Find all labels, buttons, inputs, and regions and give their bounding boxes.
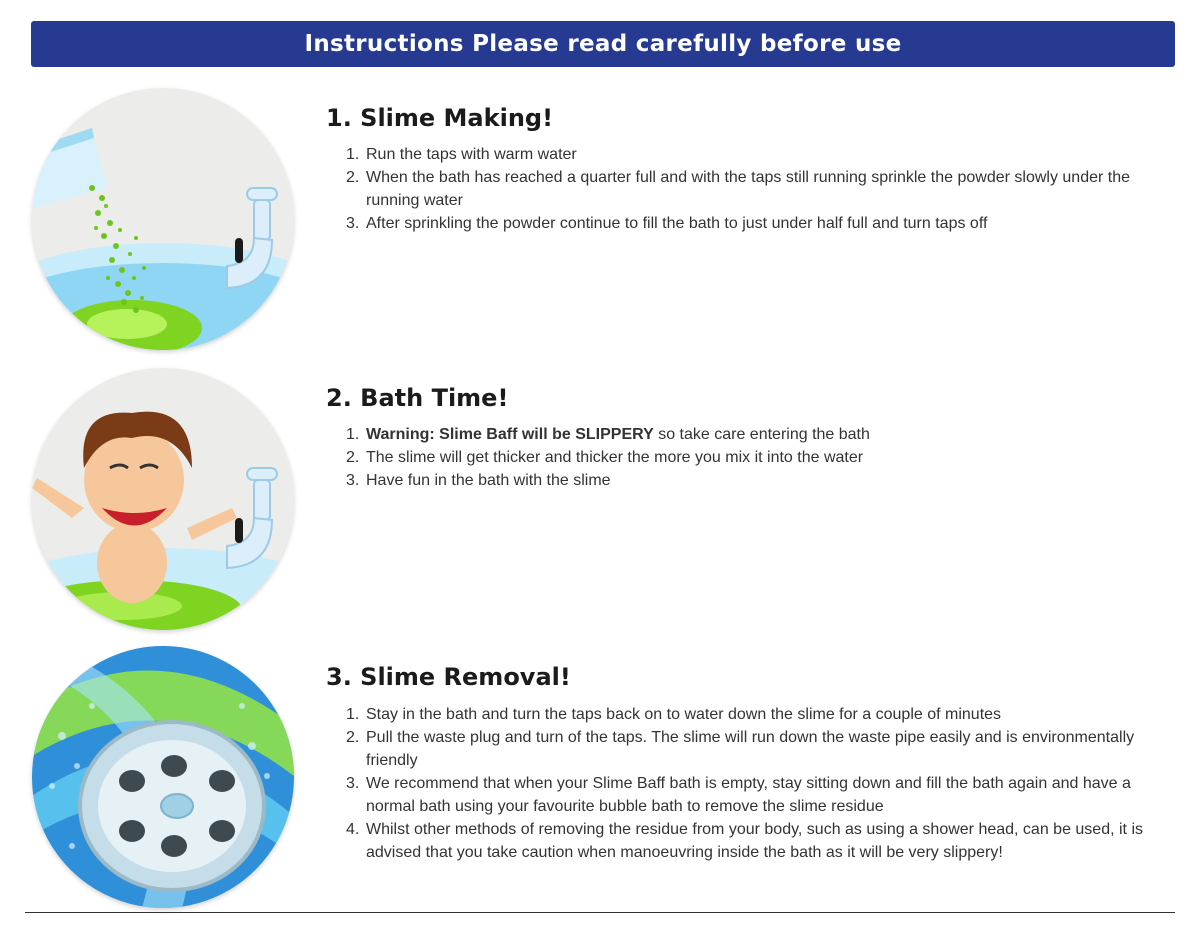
section-heading: 3. Slime Removal!	[326, 663, 571, 691]
list-item: 1. Stay in the bath and turn the taps back on to water down the slime for a couple of minutes	[346, 706, 1002, 723]
banner-title: Instructions Please read carefully before use	[304, 31, 902, 57]
section-heading: 1. Slime Making!	[326, 104, 554, 132]
list-item: 2. Pull the waste plug and turn of the taps. The slime will run down the waste pipe easily and is environmentally friendly	[346, 729, 1135, 769]
bottom-divider	[25, 912, 1175, 913]
list-item: 4. Whilst other methods of removing the residue from your body, such as using a shower head, can be used, it is advised that you take caution when manoeuvring inside the bath as it will be very slippery!	[346, 821, 1143, 861]
steps-list	[326, 703, 1156, 864]
steps-list	[326, 143, 1156, 235]
boy-in-bath-icon	[32, 368, 294, 630]
list-item: 1. Run the taps with warm water	[346, 146, 577, 163]
list-item: 2. When the bath has reached a quarter full and with the taps still running sprinkle the powder slowly under the running water	[346, 169, 1130, 209]
instructions-banner	[31, 21, 1175, 67]
steps-list	[326, 423, 1156, 492]
list-item: 2. The slime will get thicker and thicker the more you mix it into the water	[346, 449, 864, 466]
section-heading: 2. Bath Time!	[326, 384, 509, 412]
list-item: 1. Warning: Slime Baff will be SLIPPERY so take care entering the bath	[346, 426, 870, 443]
list-item: 3. Have fun in the bath with the slime	[346, 472, 611, 489]
drain-swirl-icon	[32, 646, 294, 908]
powder-sprinkle-icon	[32, 88, 294, 350]
list-item: 3. We recommend that when your Slime Baff bath is empty, stay sitting down and fill the bath again and have a normal bath using your favourite bubble bath to remove the slime residue	[346, 775, 1131, 815]
list-item: 3. After sprinkling the powder continue to fill the bath to just under half full and turn taps off	[346, 215, 988, 232]
